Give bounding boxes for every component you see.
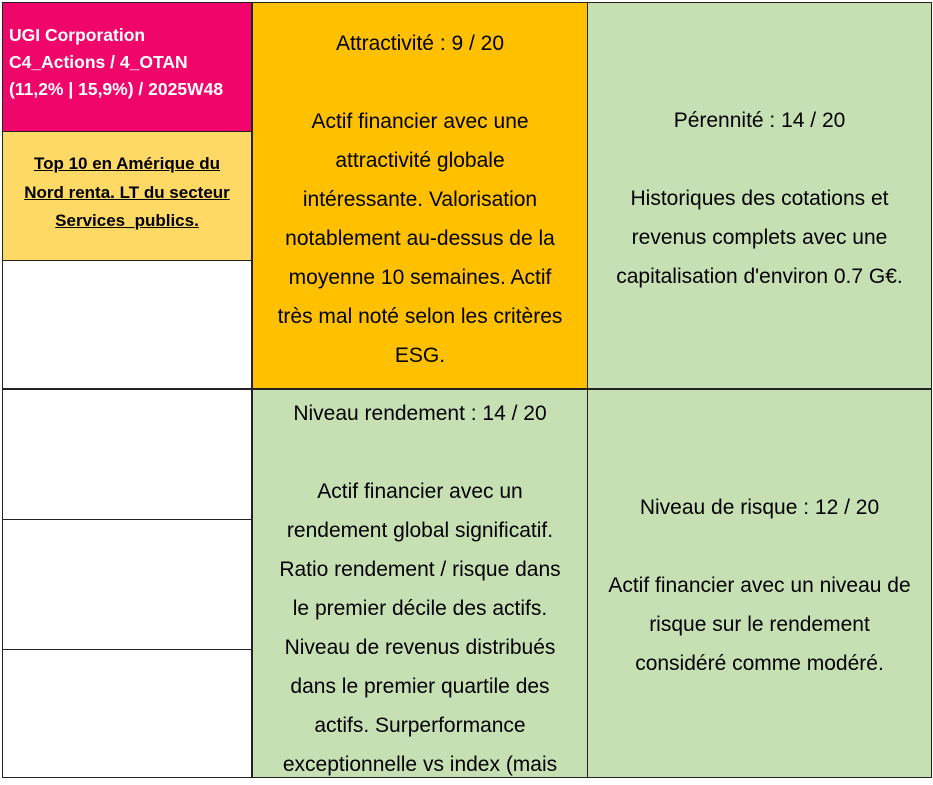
perennite-heading: Pérennité : 14 / 20 [673, 109, 846, 132]
empty-cell [2, 260, 252, 389]
risque-cell [587, 389, 932, 778]
attractivite-text-line: très mal noté selon les critères [277, 305, 563, 328]
ranking-cell [2, 131, 252, 261]
rendement-text-line: exceptionnelle vs index (mais [282, 753, 558, 776]
perennite-text-line: revenus complets avec une [631, 226, 888, 249]
asset-title-cell [2, 2, 252, 132]
perennite-cell [587, 2, 932, 389]
rendement-text-line: actifs. Surperformance [314, 714, 526, 737]
perennite-text-line: Historiques des cotations et [630, 187, 889, 210]
ranking-line: Nord renta. LT du secteur [24, 182, 230, 202]
risque-text-line: Actif financier avec un niveau de [608, 574, 911, 597]
attractivite-text-line: Actif financier avec une [311, 110, 529, 133]
ranking-line: Services_publics. [55, 211, 199, 230]
risque-text-line: considéré comme modéré. [635, 652, 884, 675]
risque-heading: Niveau de risque : 12 / 20 [639, 496, 880, 519]
perennite-text-line: capitalisation d'environ 0.7 G€. [616, 265, 903, 288]
attractivite-cell [252, 2, 588, 389]
attractivite-text-line: intéressante. Valorisation [302, 188, 538, 211]
rendement-cell [252, 389, 588, 778]
attractivite-text-line: attractivité globale [335, 149, 505, 172]
attractivite-text-line: notablement au-dessus de la [285, 227, 555, 250]
asset-returns-week: (11,2% | 15,9%) / 2025W48 [9, 79, 224, 99]
rendement-heading: Niveau rendement : 14 / 20 [293, 402, 547, 425]
asset-name: UGI Corporation [9, 25, 146, 45]
attractivite-text-line: ESG. [394, 344, 446, 367]
rendement-text-line: Niveau de revenus distribués [284, 636, 556, 659]
attractivite-text-line: moyenne 10 semaines. Actif [288, 266, 552, 289]
empty-cell [2, 519, 252, 650]
rendement-text-line: Ratio rendement / risque dans [279, 558, 561, 581]
empty-cell [2, 389, 252, 520]
rendement-text-line: rendement global significatif. [286, 519, 554, 542]
rendement-text-line: dans le premier quartile des [290, 675, 550, 698]
attractivite-heading: Attractivité : 9 / 20 [335, 32, 505, 55]
asset-category: C4_Actions / 4_OTAN [9, 52, 188, 72]
rendement-text-line: le premier décile des actifs. [292, 597, 548, 620]
ranking-line: Top 10 en Amérique du [33, 154, 221, 173]
rendement-text-line: Actif financier avec un [317, 480, 523, 503]
empty-cell [2, 649, 252, 778]
risque-text-line: risque sur le rendement [649, 613, 870, 636]
